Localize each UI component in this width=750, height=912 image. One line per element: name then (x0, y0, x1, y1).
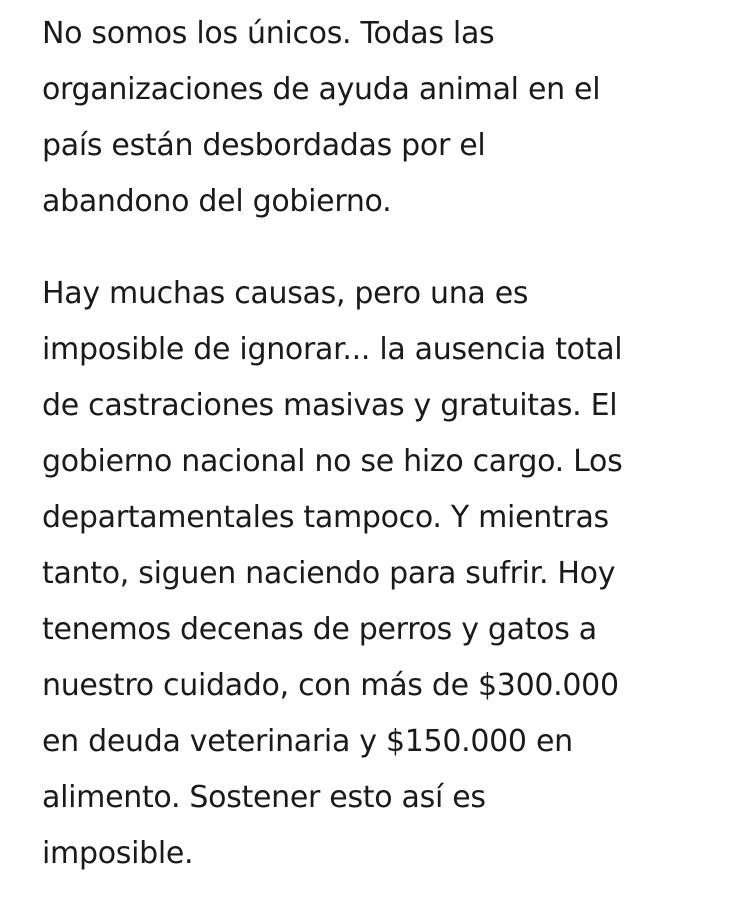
text-line: en deuda veterinaria y $150.000 en (42, 724, 573, 759)
text-line: gobierno nacional no se hizo cargo. Los (42, 444, 623, 479)
paragraph-2 (42, 266, 742, 882)
text-line: tanto, siguen naciendo para sufrir. Hoy (42, 556, 616, 591)
text-line: país están desbordadas por el (42, 128, 486, 163)
text-line: imposible de ignorar... la ausencia total (42, 332, 623, 367)
paragraph-1 (42, 6, 742, 230)
text-line: alimento. Sostener esto así es (42, 780, 486, 815)
text-line: Hay muchas causas, pero una es (42, 276, 529, 311)
text-line: departamentales tampoco. Y mientras (42, 500, 609, 535)
text-line: imposible. (42, 836, 194, 871)
text-line: No somos los únicos. Todas las (42, 16, 495, 51)
article-text (42, 6, 742, 882)
text-line: organizaciones de ayuda animal en el (42, 72, 601, 107)
text-line: abandono del gobierno. (42, 184, 392, 219)
text-line: de castraciones masivas y gratuitas. El (42, 388, 618, 423)
text-line: nuestro cuidado, con más de $300.000 (42, 668, 619, 703)
text-line: tenemos decenas de perros y gatos a (42, 612, 597, 647)
paragraph-gap (42, 230, 742, 266)
